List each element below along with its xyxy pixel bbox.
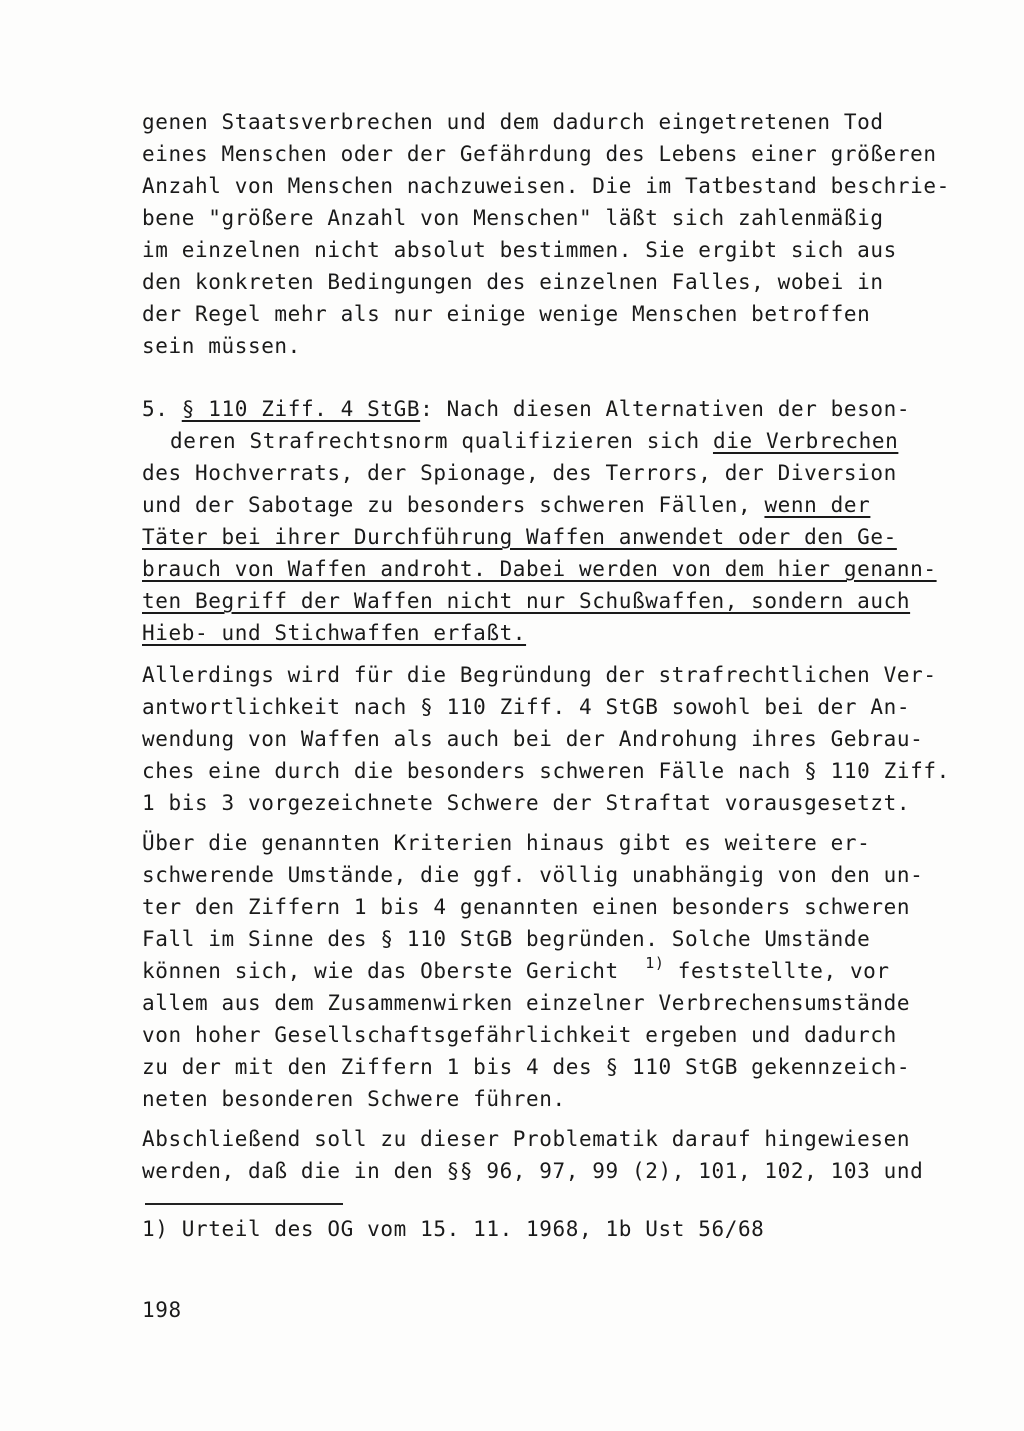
text-line: der Regel mehr als nur einige wenige Menschen betroffen (142, 302, 871, 326)
text-line: ter den Ziffern 1 bis 4 genannten einen besonders schweren (142, 895, 911, 919)
underlined-line: Hieb- und Stichwaffen erfaßt. (142, 621, 527, 645)
text-line (142, 954, 890, 983)
item-5-line-1 (142, 399, 910, 420)
text-segment: deren Strafrechtsnorm qualifizieren sich (170, 429, 713, 453)
text-line: eines Menschen oder der Gefährdung des Lebens einer größeren (142, 142, 937, 166)
text-line: Allerdings wird für die Begründung der strafrechtlichen Ver- (142, 663, 937, 687)
footnote-marker: 1) (645, 954, 665, 972)
text-line: 1 bis 3 vorgezeichnete Schwere der Straftat vorausgesetzt. (142, 791, 911, 815)
page-number: 198 (142, 1298, 182, 1322)
text-line: zu der mit den Ziffern 1 bis 4 des § 110 StGB gekennzeich- (142, 1055, 911, 1079)
text-line: sein müssen. (142, 334, 301, 358)
text-line: genen Staatsverbrechen und dem dadurch eingetretenen Tod (142, 110, 884, 134)
text-line: bene "größere Anzahl von Menschen" läßt sich zahlenmäßig (142, 206, 884, 230)
text-line: allem aus dem Zusammenwirken einzelner Verbrechensumstände (142, 991, 911, 1015)
underlined-text: wenn der (764, 493, 871, 517)
underlined-line: brauch von Waffen androht. Dabei werden von dem hier genann- (142, 557, 937, 581)
text-line: werden, daß die in den §§ 96, 97, 99 (2), 101, 102, 103 und (142, 1159, 924, 1183)
text-line: Anzahl von Menschen nachzuweisen. Die im Tatbestand beschrie- (142, 174, 950, 198)
text-line: den konkreten Bedingungen des einzelnen Falles, wobei in (142, 270, 884, 294)
footnote-separator (145, 1203, 343, 1205)
text-line: Über die genannten Kriterien hinaus gibt es weitere er- (142, 831, 871, 855)
text-line: neten besonderen Schwere führen. (142, 1087, 566, 1111)
text-line: ches eine durch die besonders schweren Fälle nach § 110 Ziff. (142, 759, 950, 783)
item-number: 5. (142, 397, 169, 421)
underlined-line: ten Begriff der Waffen nicht nur Schußwaffen, sondern auch (142, 589, 911, 613)
text-segment: und der Sabotage zu besonders schweren Fällen, (142, 493, 765, 517)
statute-reference: § 110 Ziff. 4 StGB (181, 397, 421, 421)
text-segment: Nach diesen Alternativen der beson- (433, 397, 911, 421)
text-line: des Hochverrats, der Spionage, des Terrors, der Diversion (142, 461, 897, 485)
text-line: Fall im Sinne des § 110 StGB begründen. Solche Umstände (142, 927, 871, 951)
text-line: Abschließend soll zu dieser Problematik darauf hingewiesen (142, 1127, 911, 1151)
item-5-line-4 (142, 495, 870, 516)
text-line: antwortlichkeit nach § 110 Ziff. 4 StGB sowohl bei der An- (142, 695, 911, 719)
footnote: 1) Urteil des OG vom 15. 11. 1968, 1b Ust 56/68 (142, 1217, 765, 1241)
underlined-line: Täter bei ihrer Durchführung Waffen anwendet oder den Ge- (142, 525, 897, 549)
item-5-line-2 (170, 431, 898, 452)
colon: : (420, 397, 434, 421)
text-line: im einzelnen nicht absolut bestimmen. Sie ergibt sich aus (142, 238, 897, 262)
text-segment: feststellte, vor (677, 959, 890, 983)
text-line: von hoher Gesellschaftsgefährlichkeit ergeben und dadurch (142, 1023, 897, 1047)
text-line: wendung von Waffen als auch bei der Androhung ihres Gebrau- (142, 727, 924, 751)
text-segment: können sich, wie das Oberste Gericht (142, 959, 619, 983)
text-line: schwerende Umstände, die ggf. völlig unabhängig von den un- (142, 863, 924, 887)
underlined-text: die Verbrechen (712, 429, 899, 453)
